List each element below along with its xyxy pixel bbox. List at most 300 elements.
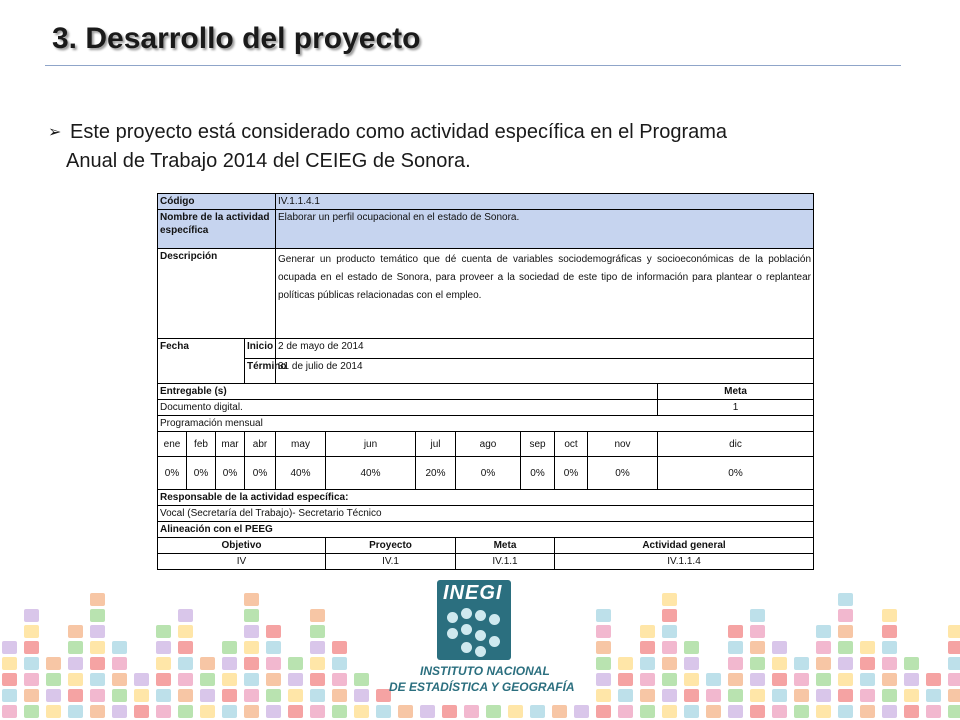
decorative-square (882, 641, 897, 654)
decorative-bar-column (112, 640, 127, 720)
decorative-square (706, 673, 721, 686)
decorative-square (662, 689, 677, 702)
decorative-square (750, 609, 765, 622)
decorative-square (310, 657, 325, 670)
decorative-square (948, 705, 960, 718)
percent-cell: 40% (276, 457, 326, 490)
decorative-square (310, 673, 325, 686)
decorative-square (684, 705, 699, 718)
abacus-dot-icon (461, 624, 472, 635)
abacus-dot-icon (447, 612, 458, 623)
decorative-bar-column (244, 592, 259, 720)
decorative-square (134, 689, 149, 702)
abacus-dot-icon (447, 628, 458, 639)
decorative-square (442, 705, 457, 718)
decorative-square (376, 705, 391, 718)
decorative-square (90, 609, 105, 622)
decorative-square (464, 705, 479, 718)
decorative-bar-column (24, 608, 39, 720)
decorative-square (244, 673, 259, 686)
percent-cell: 20% (416, 457, 456, 490)
decorative-square (838, 641, 853, 654)
decorative-square (266, 689, 281, 702)
decorative-square (90, 673, 105, 686)
decorative-square (860, 657, 875, 670)
percent-cell: 0% (555, 457, 588, 490)
decorative-square (332, 689, 347, 702)
decorative-square (354, 673, 369, 686)
decorative-square (156, 673, 171, 686)
month-cell: sep (521, 432, 555, 457)
decorative-square (200, 657, 215, 670)
slide-title: 3. Desarrollo del proyecto (52, 22, 421, 55)
decorative-square (904, 673, 919, 686)
decorative-square (112, 657, 127, 670)
decorative-square (948, 657, 960, 670)
decorative-bar-column (288, 656, 303, 720)
inegi-caption-line1: INSTITUTO NACIONAL (420, 664, 550, 678)
decorative-square (266, 657, 281, 670)
decorative-square (24, 657, 39, 670)
percent-cell: 0% (588, 457, 658, 490)
meta-value: 1 (658, 400, 814, 416)
decorative-square (684, 689, 699, 702)
decorative-square (46, 673, 61, 686)
decorative-bar-column (200, 656, 215, 720)
decorative-square (178, 689, 193, 702)
decorative-bar-column (266, 624, 281, 720)
decorative-square (310, 689, 325, 702)
decorative-square (178, 625, 193, 638)
decorative-bar-column (706, 672, 721, 720)
decorative-bar-column (442, 704, 457, 720)
month-cell: oct (555, 432, 588, 457)
decorative-square (112, 673, 127, 686)
decorative-square (684, 641, 699, 654)
decorative-square (728, 625, 743, 638)
decorative-square (200, 705, 215, 718)
decorative-square (354, 705, 369, 718)
decorative-square (882, 705, 897, 718)
decorative-square (90, 593, 105, 606)
decorative-square (596, 657, 611, 670)
decorative-square (244, 609, 259, 622)
decorative-square (838, 593, 853, 606)
decorative-bar-column (354, 672, 369, 720)
decorative-square (816, 641, 831, 654)
decorative-square (838, 657, 853, 670)
arrow-bullet-icon: ➢ (48, 124, 62, 141)
percent-cell: 0% (658, 457, 814, 490)
inegi-acronym: INEGI (443, 582, 503, 604)
decorative-square (596, 705, 611, 718)
decorative-square (508, 705, 523, 718)
decorative-bar-column (684, 640, 699, 720)
decorative-square (838, 673, 853, 686)
decorative-square (596, 609, 611, 622)
decorative-square (156, 657, 171, 670)
decorative-square (112, 705, 127, 718)
decorative-square (134, 705, 149, 718)
abacus-dot-icon (489, 636, 500, 647)
decorative-square (310, 625, 325, 638)
responsable-label: Responsable de la actividad específica: (158, 490, 814, 506)
decorative-square (244, 705, 259, 718)
decorative-bar-column (508, 704, 523, 720)
decorative-square (772, 705, 787, 718)
decorative-square (684, 657, 699, 670)
decorative-square (728, 689, 743, 702)
decorative-square (662, 705, 677, 718)
decorative-bar-column (178, 608, 193, 720)
decorative-square (24, 609, 39, 622)
decorative-bar-column (2, 640, 17, 720)
decorative-bar-column (68, 624, 83, 720)
decorative-square (662, 657, 677, 670)
decorative-square (794, 705, 809, 718)
decorative-bar-column (574, 704, 589, 720)
decorative-square (90, 641, 105, 654)
decorative-bar-column (662, 592, 677, 720)
decorative-square (882, 689, 897, 702)
decorative-square (816, 705, 831, 718)
decorative-square (618, 689, 633, 702)
decorative-square (24, 689, 39, 702)
abacus-dot-icon (461, 642, 472, 653)
decorative-square (816, 657, 831, 670)
month-cell: nov (588, 432, 658, 457)
decorative-square (662, 593, 677, 606)
decorative-square (706, 689, 721, 702)
decorative-square (772, 657, 787, 670)
decorative-square (596, 625, 611, 638)
month-cell: dic (658, 432, 814, 457)
month-cell: jul (416, 432, 456, 457)
decorative-square (332, 705, 347, 718)
decorative-square (420, 705, 435, 718)
decorative-bar-column (596, 608, 611, 720)
month-cell: abr (245, 432, 276, 457)
decorative-square (904, 657, 919, 670)
month-cell: feb (187, 432, 216, 457)
decorative-square (530, 705, 545, 718)
decorative-square (926, 689, 941, 702)
entregable-label: Entregable (s) (158, 384, 658, 400)
decorative-bar-column (398, 704, 413, 720)
decorative-square (640, 689, 655, 702)
decorative-square (662, 625, 677, 638)
entregable-value: Documento digital. (158, 400, 658, 416)
decorative-square (948, 673, 960, 686)
decorative-square (662, 641, 677, 654)
decorative-square (24, 673, 39, 686)
alineacion-value-actividad: IV.1.1.4 (555, 554, 814, 570)
alineacion-label: Alineación con el PEEG (158, 522, 814, 538)
decorative-square (838, 609, 853, 622)
decorative-bar-column (310, 608, 325, 720)
decorative-square (640, 657, 655, 670)
decorative-square (750, 705, 765, 718)
decorative-square (750, 625, 765, 638)
decorative-square (244, 593, 259, 606)
decorative-square (178, 657, 193, 670)
decorative-square (882, 673, 897, 686)
termino-label: Término (245, 359, 276, 384)
decorative-square (618, 705, 633, 718)
decorative-square (288, 673, 303, 686)
decorative-square (2, 657, 17, 670)
decorative-square (332, 673, 347, 686)
decorative-square (178, 609, 193, 622)
inicio-value: 2 de mayo de 2014 (276, 339, 814, 359)
decorative-square (332, 657, 347, 670)
percent-cell: 0% (521, 457, 555, 490)
decorative-square (46, 657, 61, 670)
decorative-square (90, 657, 105, 670)
nombre-label: Nombre de la actividad específica (158, 210, 276, 249)
decorative-square (728, 657, 743, 670)
decorative-square (2, 689, 17, 702)
decorative-bar-column (618, 656, 633, 720)
decorative-square (860, 673, 875, 686)
decorative-bar-column (464, 704, 479, 720)
decorative-square (156, 689, 171, 702)
decorative-square (794, 657, 809, 670)
decorative-square (882, 657, 897, 670)
decorative-square (662, 609, 677, 622)
decorative-square (574, 705, 589, 718)
percent-cell: 0% (187, 457, 216, 490)
decorative-square (398, 705, 413, 718)
decorative-square (728, 673, 743, 686)
inegi-caption-line2: DE ESTADÍSTICA Y GEOGRAFÍA (389, 680, 575, 694)
decorative-bar-column (156, 624, 171, 720)
decorative-square (222, 641, 237, 654)
decorative-square (156, 625, 171, 638)
inegi-logo-mark (437, 580, 511, 660)
decorative-square (904, 705, 919, 718)
percent-cell: 0% (158, 457, 187, 490)
decorative-square (90, 625, 105, 638)
decorative-square (24, 705, 39, 718)
decorative-square (244, 657, 259, 670)
decorative-bar-column (772, 640, 787, 720)
fecha-label: Fecha (158, 339, 245, 384)
decorative-bar-column (728, 624, 743, 720)
decorative-square (640, 673, 655, 686)
decorative-square (68, 641, 83, 654)
decorative-square (266, 705, 281, 718)
alineacion-header-actividad: Actividad general (555, 538, 814, 554)
decorative-bar-column (816, 624, 831, 720)
decorative-square (882, 625, 897, 638)
decorative-square (750, 673, 765, 686)
decorative-bar-column (794, 656, 809, 720)
decorative-square (90, 689, 105, 702)
month-cell: jun (326, 432, 416, 457)
decorative-bar-column (860, 640, 875, 720)
decorative-square (178, 705, 193, 718)
percent-cell: 0% (245, 457, 276, 490)
decorative-bar-column (420, 704, 435, 720)
decorative-square (926, 705, 941, 718)
decorative-square (618, 657, 633, 670)
decorative-bar-column (134, 672, 149, 720)
decorative-square (552, 705, 567, 718)
decorative-square (68, 657, 83, 670)
decorative-square (948, 689, 960, 702)
decorative-square (156, 705, 171, 718)
decorative-square (948, 625, 960, 638)
month-cell: ene (158, 432, 187, 457)
decorative-bar-column (46, 656, 61, 720)
bullet-paragraph (48, 118, 908, 176)
inicio-label: Inicio (245, 339, 276, 359)
decorative-square (596, 641, 611, 654)
decorative-bar-column (486, 704, 501, 720)
decorative-square (310, 705, 325, 718)
decorative-bar-column (90, 592, 105, 720)
decorative-square (310, 609, 325, 622)
decorative-square (904, 689, 919, 702)
decorative-square (640, 641, 655, 654)
decorative-square (772, 673, 787, 686)
decorative-bar-column (948, 624, 960, 720)
decorative-square (178, 641, 193, 654)
nombre-value: Elaborar un perfil ocupacional en el estado de Sonora. (276, 210, 814, 249)
abacus-dot-icon (475, 610, 486, 621)
alineacion-value-proyecto: IV.1 (326, 554, 456, 570)
decorative-square (640, 625, 655, 638)
decorative-square (838, 705, 853, 718)
decorative-square (728, 705, 743, 718)
decorative-square (288, 705, 303, 718)
codigo-label: Código (158, 194, 276, 210)
decorative-square (46, 689, 61, 702)
percent-cell: 0% (456, 457, 521, 490)
percent-cell: 0% (216, 457, 245, 490)
decorative-square (288, 657, 303, 670)
decorative-square (354, 689, 369, 702)
decorative-square (112, 641, 127, 654)
alineacion-header-objetivo: Objetivo (158, 538, 326, 554)
descripcion-value: Generar un producto temático que dé cuenta de variables sociodemográficas y socioeconómicas de la población ocupada en el estado de Sonora, para proveer a la sociedad de este tipo de información para plantear o replantear políticas públicas relacionadas con el empleo. (276, 249, 814, 339)
descripcion-label: Descripción (158, 249, 276, 339)
decorative-square (200, 689, 215, 702)
decorative-square (68, 689, 83, 702)
bullet-text-line2: Anual de Trabajo 2014 del CEIEG de Sonora. (66, 150, 471, 172)
decorative-square (156, 641, 171, 654)
decorative-square (332, 641, 347, 654)
decorative-square (772, 689, 787, 702)
decorative-bar-column (904, 656, 919, 720)
decorative-square (288, 689, 303, 702)
percentages-row (158, 457, 814, 490)
decorative-square (882, 609, 897, 622)
decorative-square (640, 705, 655, 718)
decorative-square (794, 689, 809, 702)
decorative-square (838, 625, 853, 638)
alineacion-value-objetivo: IV (158, 554, 326, 570)
percent-cell: 40% (326, 457, 416, 490)
decorative-square (750, 689, 765, 702)
decorative-square (860, 641, 875, 654)
activity-sheet-table (157, 193, 814, 570)
decorative-bar-column (882, 608, 897, 720)
decorative-square (2, 673, 17, 686)
decorative-square (222, 705, 237, 718)
decorative-square (178, 673, 193, 686)
decorative-square (860, 705, 875, 718)
decorative-square (68, 673, 83, 686)
decorative-square (750, 641, 765, 654)
abacus-dot-icon (489, 614, 500, 625)
decorative-square (244, 625, 259, 638)
decorative-square (112, 689, 127, 702)
decorative-square (662, 673, 677, 686)
decorative-square (244, 641, 259, 654)
decorative-square (222, 689, 237, 702)
abacus-dot-icon (461, 608, 472, 619)
decorative-square (728, 641, 743, 654)
alineacion-header-proyecto: Proyecto (326, 538, 456, 554)
responsable-value: Vocal (Secretaría del Trabajo)- Secretario Técnico (158, 506, 814, 522)
months-row (158, 432, 814, 457)
decorative-square (618, 673, 633, 686)
decorative-square (596, 673, 611, 686)
bullet-text-line1: Este proyecto está considerado como actividad específica en el Programa (70, 121, 728, 143)
decorative-bar-column (530, 704, 545, 720)
decorative-bar-column (222, 640, 237, 720)
decorative-square (816, 689, 831, 702)
decorative-square (90, 705, 105, 718)
decorative-square (200, 673, 215, 686)
programacion-label: Programación mensual (158, 416, 814, 432)
decorative-square (816, 673, 831, 686)
decorative-bar-column (838, 592, 853, 720)
decorative-bar-column (552, 704, 567, 720)
meta-label: Meta (658, 384, 814, 400)
decorative-square (310, 641, 325, 654)
decorative-square (266, 641, 281, 654)
title-divider (45, 65, 901, 66)
decorative-square (266, 673, 281, 686)
decorative-square (24, 625, 39, 638)
decorative-square (772, 641, 787, 654)
decorative-square (24, 641, 39, 654)
decorative-square (134, 673, 149, 686)
decorative-square (266, 625, 281, 638)
codigo-value: IV.1.1.4.1 (276, 194, 814, 210)
decorative-square (860, 689, 875, 702)
decorative-square (684, 673, 699, 686)
month-cell: may (276, 432, 326, 457)
decorative-square (948, 641, 960, 654)
decorative-square (222, 673, 237, 686)
alineacion-value-meta: IV.1.1 (456, 554, 555, 570)
abacus-dot-icon (475, 646, 486, 657)
decorative-bar-column (640, 624, 655, 720)
decorative-bar-column (926, 672, 941, 720)
decorative-bar-column (750, 608, 765, 720)
decorative-bar-column (332, 640, 347, 720)
decorative-square (244, 689, 259, 702)
decorative-square (838, 689, 853, 702)
decorative-square (706, 705, 721, 718)
decorative-square (2, 705, 17, 718)
month-cell: ago (456, 432, 521, 457)
decorative-square (794, 673, 809, 686)
